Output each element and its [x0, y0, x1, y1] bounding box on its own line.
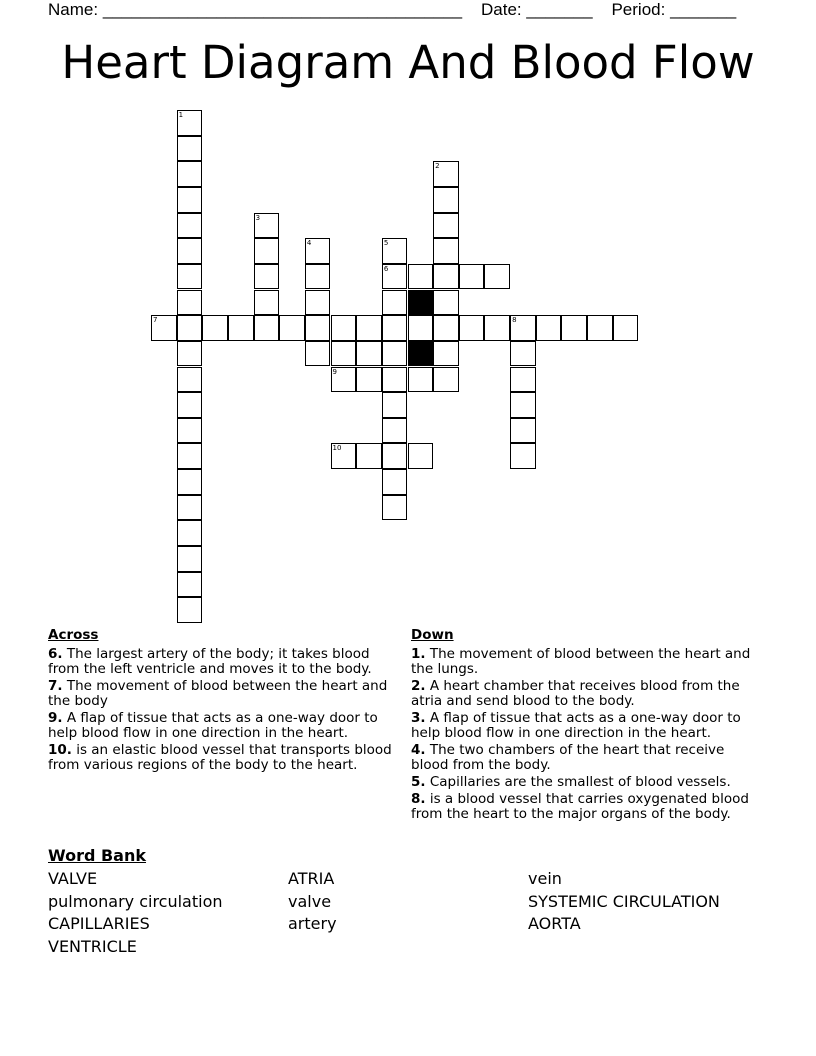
word-bank-item: VENTRICLE — [48, 936, 137, 956]
grid-cell[interactable] — [177, 136, 203, 162]
grid-cell[interactable] — [382, 315, 408, 341]
clue-number: 1. — [411, 646, 426, 662]
grid-cell[interactable] — [356, 341, 382, 367]
grid-cell[interactable] — [254, 264, 280, 290]
grid-cell[interactable] — [459, 315, 485, 341]
date-blank[interactable]: _______ — [526, 0, 593, 19]
grid-cell[interactable] — [433, 238, 459, 264]
grid-cell[interactable] — [177, 418, 203, 444]
grid-cell[interactable] — [331, 341, 357, 367]
grid-cell[interactable] — [510, 341, 536, 367]
grid-cell[interactable] — [177, 290, 203, 316]
clue-text: is a blood vessel that carries oxygenated blood from the heart to the major organs of the body. — [411, 791, 749, 822]
grid-cell[interactable] — [433, 341, 459, 367]
clue-text: is an elastic blood vessel that transports blood from various regions of the body to the heart. — [48, 742, 392, 773]
grid-cell[interactable] — [484, 264, 510, 290]
clue-text: The movement of blood between the heart and the body — [48, 678, 388, 709]
page-title: Heart Diagram And Blood Flow — [61, 36, 755, 89]
grid-cell[interactable] — [356, 443, 382, 469]
down-clue — [411, 679, 756, 709]
grid-cell[interactable] — [510, 418, 536, 444]
clue-text: The largest artery of the body; it takes blood from the left ventricle and moves it to the body. — [48, 646, 372, 677]
grid-cell[interactable] — [382, 443, 408, 469]
grid-cell[interactable] — [254, 238, 280, 264]
grid-cell[interactable] — [331, 443, 357, 469]
grid-cell[interactable] — [433, 213, 459, 239]
grid-cell[interactable] — [433, 290, 459, 316]
word-bank-item: artery — [288, 914, 337, 934]
grid-cell[interactable] — [177, 392, 203, 418]
clue-number: 8 — [512, 316, 517, 325]
period-blank[interactable]: _______ — [670, 0, 737, 19]
grid-cell[interactable] — [202, 315, 228, 341]
clue-number: 4 — [306, 239, 312, 248]
clue-text: The two chambers of the heart that receive blood from the body. — [411, 742, 725, 773]
grid-cell[interactable] — [382, 495, 408, 521]
down-clue — [411, 743, 756, 773]
clue-number: 3. — [411, 710, 426, 726]
clue-number: 4. — [411, 742, 426, 758]
down-clue — [411, 792, 756, 822]
across-clue — [48, 743, 393, 773]
word-bank-item: SYSTEMIC CIRCULATION — [528, 891, 720, 911]
clue-text: A flap of tissue that acts as a one-way door to help blood flow in one direction in the heart. — [48, 710, 378, 741]
grid-cell[interactable] — [177, 520, 203, 546]
grid-cell[interactable] — [331, 367, 357, 393]
clue-number: 2 — [435, 162, 440, 171]
clue-number: 7 — [153, 316, 158, 325]
grid-cell[interactable] — [536, 315, 562, 341]
grid-cell[interactable] — [177, 264, 203, 290]
grid-cell[interactable] — [177, 161, 203, 187]
across-clue-list — [48, 647, 393, 773]
word-bank-item: AORTA — [528, 914, 581, 934]
down-clues — [411, 628, 756, 824]
across-clues — [48, 628, 393, 775]
clue-number: 6. — [48, 646, 63, 662]
grid-cell[interactable] — [382, 264, 408, 290]
across-clue — [48, 711, 393, 741]
black-cell — [408, 290, 434, 316]
grid-cell[interactable] — [587, 315, 613, 341]
grid-cell[interactable] — [305, 341, 331, 367]
grid-cell[interactable] — [510, 392, 536, 418]
grid-cell[interactable] — [484, 315, 510, 341]
grid-cell[interactable] — [433, 161, 459, 187]
word-bank-column-1 — [48, 868, 223, 958]
clue-number: 9. — [48, 710, 63, 726]
grid-cell[interactable] — [356, 367, 382, 393]
name-label: Name: — [48, 0, 99, 19]
black-cell — [408, 341, 434, 367]
grid-cell[interactable] — [331, 315, 357, 341]
grid-cell[interactable] — [433, 315, 459, 341]
clue-text: A flap of tissue that acts as a one-way door to help blood flow in one direction in the heart. — [411, 710, 741, 741]
grid-cell[interactable] — [382, 341, 408, 367]
grid-cell[interactable] — [433, 367, 459, 393]
grid-cell[interactable] — [177, 367, 203, 393]
clue-number: 6 — [383, 264, 389, 273]
period-label: Period: — [611, 0, 666, 19]
across-heading: Across — [48, 627, 99, 643]
grid-cell[interactable] — [177, 110, 203, 136]
grid-cell[interactable] — [177, 187, 203, 213]
grid-cell[interactable] — [177, 315, 203, 341]
grid-cell[interactable] — [177, 213, 203, 239]
grid-cell[interactable] — [613, 315, 639, 341]
clue-number: 5. — [411, 774, 426, 790]
grid-cell[interactable] — [433, 264, 459, 290]
clue-number: 7. — [48, 678, 63, 694]
grid-cell[interactable] — [151, 315, 177, 341]
grid-cell[interactable] — [382, 367, 408, 393]
grid-cell[interactable] — [254, 213, 280, 239]
down-heading: Down — [411, 627, 454, 643]
grid-cell[interactable] — [356, 315, 382, 341]
grid-cell[interactable] — [177, 546, 203, 572]
clue-number: 2. — [411, 678, 426, 694]
down-clue — [411, 775, 756, 790]
clue-text: Capillaries are the smallest of blood vessels. — [425, 774, 731, 790]
grid-cell[interactable] — [254, 290, 280, 316]
grid-cell[interactable] — [408, 443, 434, 469]
grid-cell[interactable] — [459, 264, 485, 290]
grid-cell[interactable] — [177, 238, 203, 264]
word-bank-item: vein — [528, 869, 562, 888]
word-bank-item: VALVE — [48, 869, 98, 888]
word-bank-item: ATRIA — [288, 869, 335, 888]
grid-cell[interactable] — [305, 315, 331, 341]
grid-cell[interactable] — [561, 315, 587, 341]
grid-cell[interactable] — [177, 443, 203, 469]
grid-cell[interactable] — [177, 341, 203, 367]
grid-cell[interactable] — [408, 315, 434, 341]
grid-cell[interactable] — [177, 469, 203, 495]
grid-cell[interactable] — [305, 264, 331, 290]
clue-number: 9 — [332, 367, 338, 376]
word-bank-item: valve — [288, 891, 332, 911]
grid-cell[interactable] — [510, 367, 536, 393]
grid-cell[interactable] — [177, 495, 203, 521]
clue-number: 1 — [178, 111, 184, 119]
grid-cell[interactable] — [408, 264, 434, 290]
grid-cell[interactable] — [433, 187, 459, 213]
grid-cell[interactable] — [228, 315, 254, 341]
down-clue — [411, 647, 756, 677]
date-label: Date: — [481, 0, 522, 19]
grid-cell[interactable] — [382, 238, 408, 264]
across-clue — [48, 647, 393, 677]
grid-cell[interactable] — [305, 290, 331, 316]
grid-cell[interactable] — [382, 469, 408, 495]
grid-cell[interactable] — [279, 315, 305, 341]
grid-cell[interactable] — [254, 315, 280, 341]
clue-text: A heart chamber that receives blood from the atria and send blood to the body. — [411, 678, 740, 709]
down-clue-list — [411, 647, 756, 822]
grid-cell[interactable] — [382, 290, 408, 316]
clue-number: 10 — [332, 444, 342, 453]
word-bank-item: pulmonary circulation — [48, 891, 223, 911]
down-clue — [411, 711, 756, 741]
word-bank-column-3 — [528, 868, 720, 936]
clue-number: 8. — [411, 791, 426, 807]
clue-number: 3 — [255, 213, 261, 222]
clue-text: The movement of blood between the heart and the lungs. — [411, 646, 751, 677]
grid-cell[interactable] — [510, 315, 536, 341]
name-blank[interactable]: ______________________________________ — [102, 0, 463, 19]
clue-number: 10. — [48, 742, 72, 758]
across-clue — [48, 679, 393, 709]
clue-number: 5 — [383, 239, 389, 248]
grid-cell[interactable] — [177, 597, 203, 623]
grid-cell[interactable] — [382, 392, 408, 418]
word-bank-title: Word Bank — [48, 846, 147, 865]
word-bank-column-2 — [288, 868, 337, 936]
word-bank-item: CAPILLARIES — [48, 914, 150, 934]
grid-cell[interactable] — [177, 572, 203, 598]
grid-cell[interactable] — [408, 367, 434, 393]
grid-cell[interactable] — [510, 443, 536, 469]
grid-cell[interactable] — [305, 238, 331, 264]
grid-cell[interactable] — [382, 418, 408, 444]
